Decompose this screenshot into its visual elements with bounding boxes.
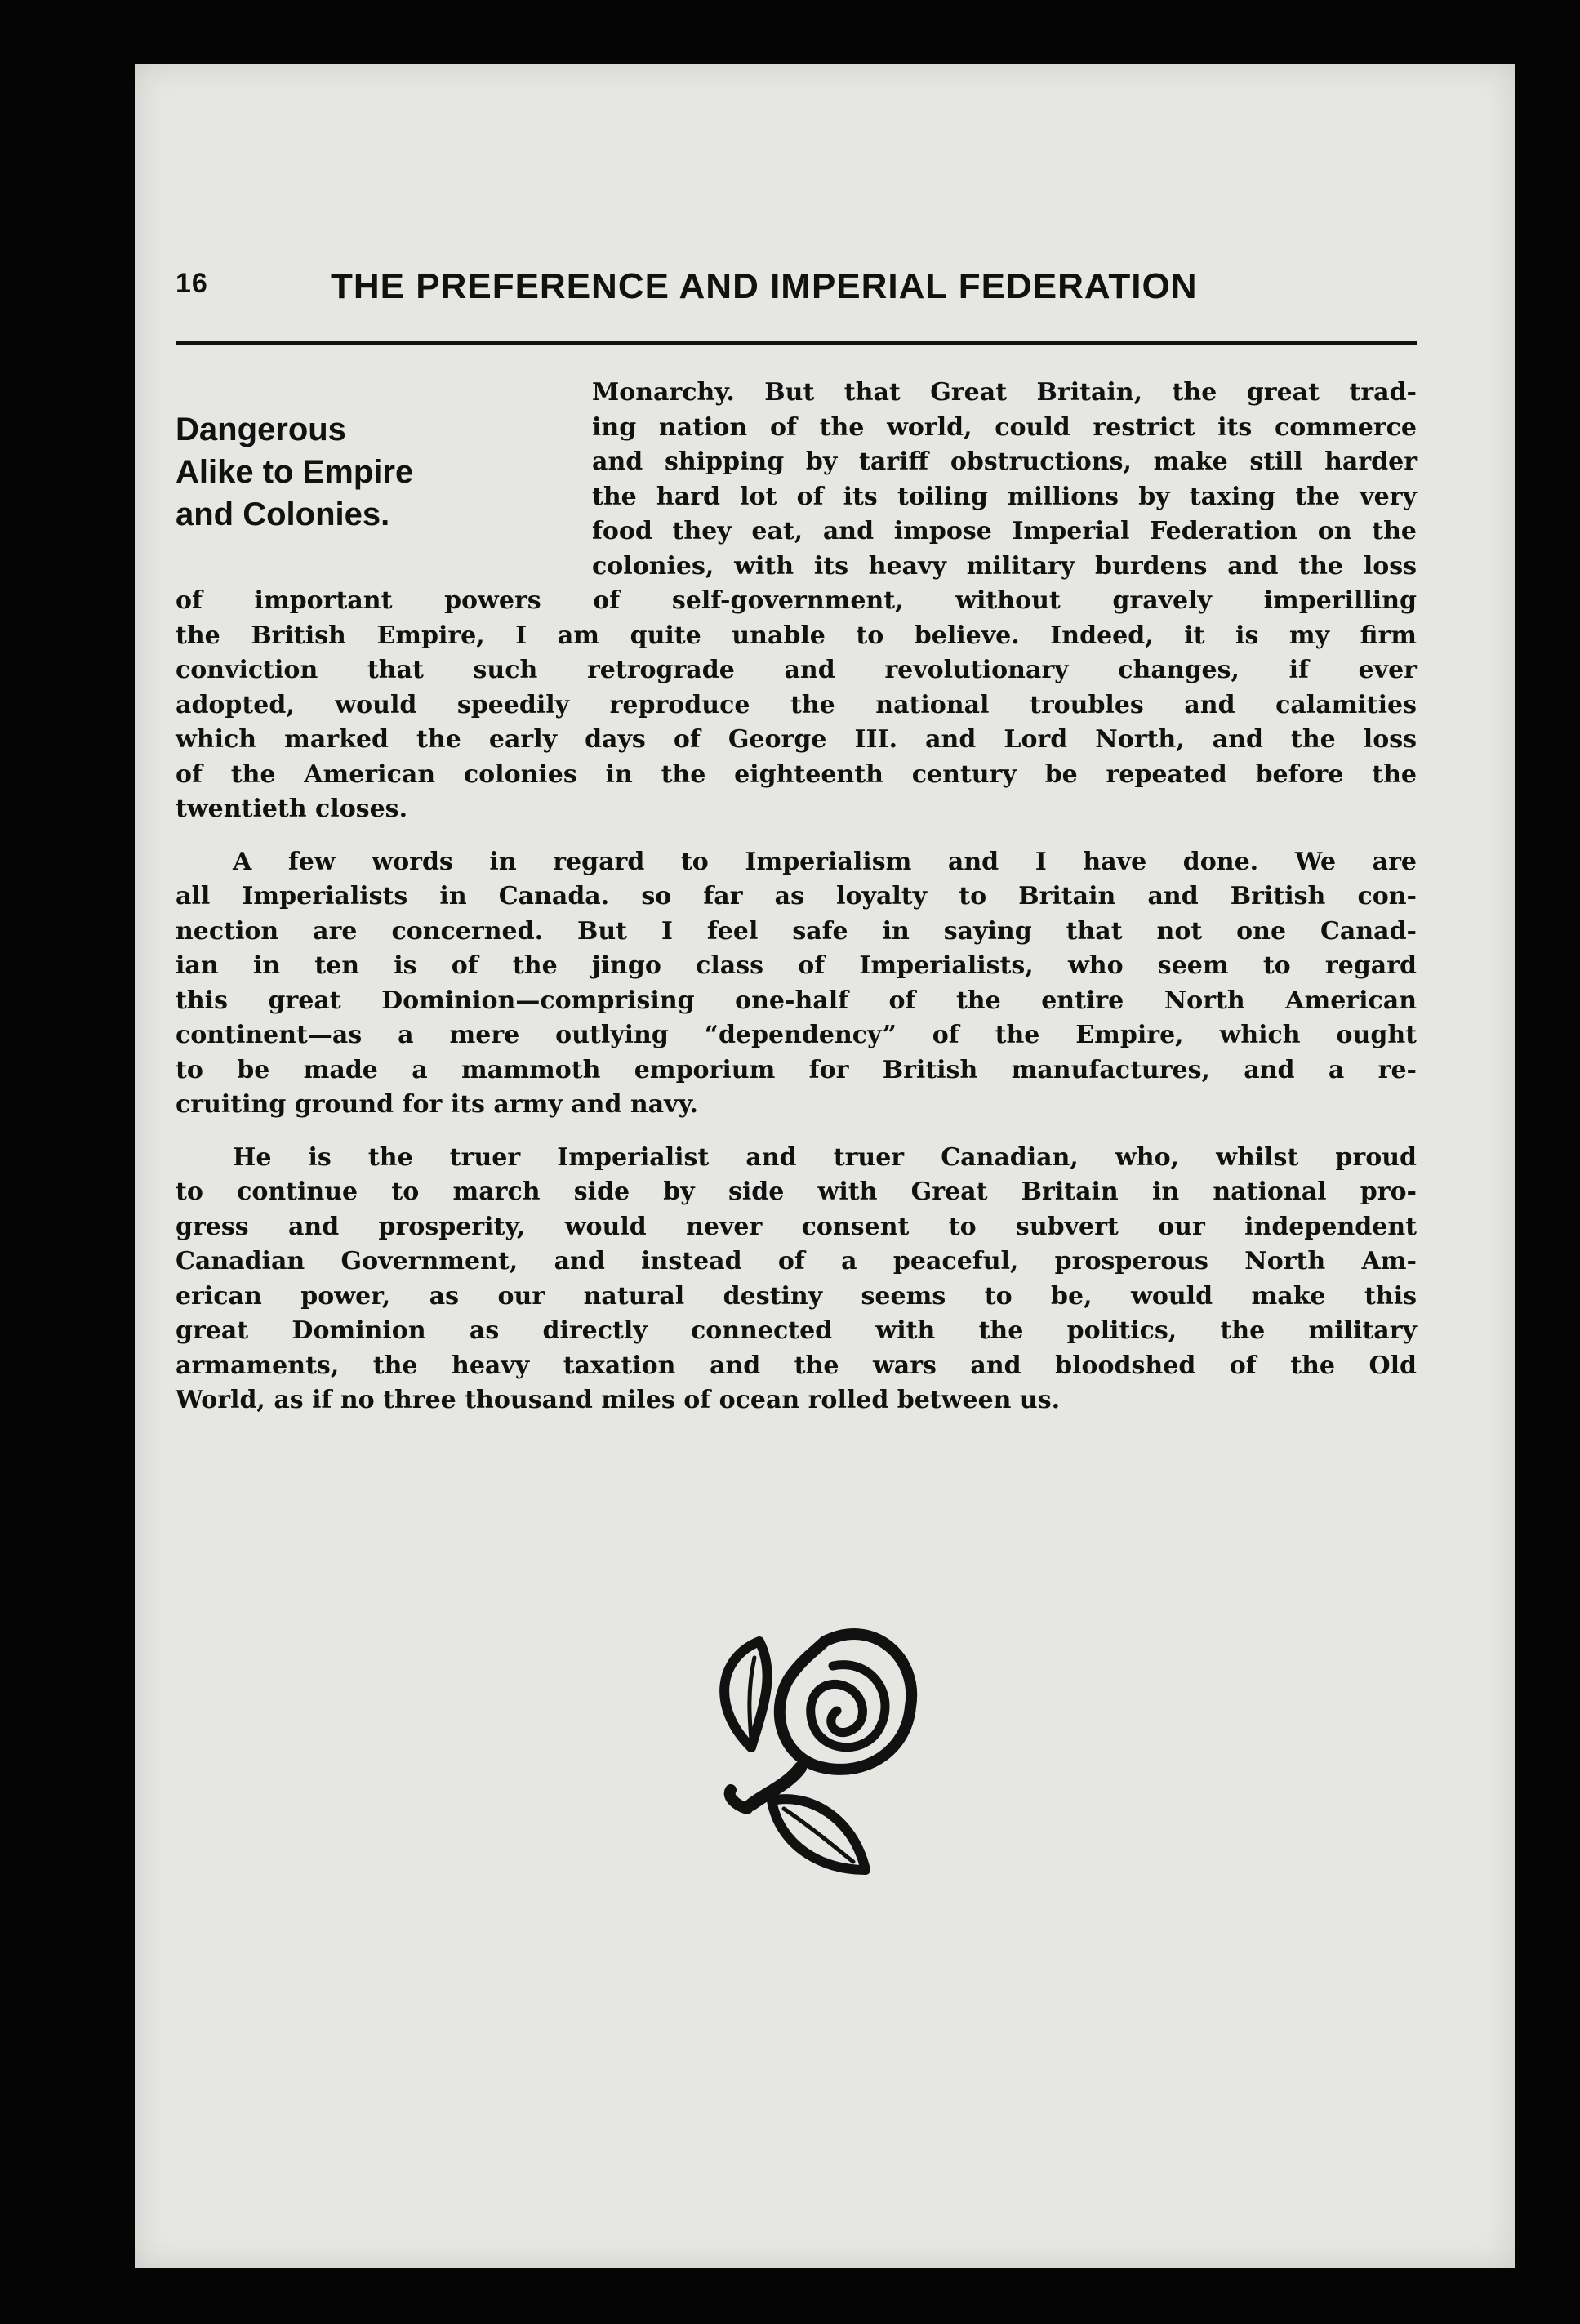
rose-ornament-icon bbox=[702, 1609, 931, 1878]
sidenote-line: Alike to Empire bbox=[176, 454, 414, 490]
text-line: food they eat, and impose Imperial Federation on the bbox=[592, 517, 1417, 545]
text-line: Canadian Government, and instead of a peaceful, prosperous North Am- bbox=[176, 1247, 1417, 1276]
text-line: gress and prosperity, would never consent to subvert our independent bbox=[176, 1212, 1417, 1241]
paragraph-3 bbox=[176, 1141, 1417, 1418]
text-line: A few words in regard to Imperialism and I have done. We are bbox=[233, 847, 1417, 876]
paragraph-gap bbox=[176, 827, 1417, 845]
text-line: continent—as a mere outlying “dependency” of the Empire, which ought bbox=[176, 1021, 1417, 1049]
paragraph-1 bbox=[176, 376, 1417, 827]
running-title: THE PREFERENCE AND IMPERIAL FEDERATION bbox=[331, 266, 1198, 306]
text-line: great Dominion as directly connected with the politics, the military bbox=[176, 1316, 1417, 1345]
sidenote-line: Dangerous bbox=[176, 412, 346, 447]
body-text bbox=[176, 376, 1417, 1418]
text-line: Monarchy. But that Great Britain, the great trad- bbox=[592, 378, 1417, 407]
page-header bbox=[176, 211, 1417, 306]
text-line: adopted, would speedily reproduce the national troubles and calamities bbox=[176, 690, 1417, 719]
upper-leaf bbox=[724, 1641, 768, 1747]
text-line: nection are concerned. But I feel safe in saying that not one Canad- bbox=[176, 916, 1417, 946]
text-line: colonies, with its heavy military burdens and the loss bbox=[592, 551, 1417, 581]
text-line: to continue to march side by side with Great Britain in national pro- bbox=[176, 1178, 1417, 1206]
text-line: of important powers of self-government, without gravely imperilling bbox=[176, 586, 1417, 615]
header-rule bbox=[176, 341, 1417, 345]
text-line: armaments, the heavy taxation and the wars and bloodshed of the Old bbox=[176, 1351, 1417, 1380]
paragraph-2 bbox=[176, 845, 1417, 1123]
text-line: this great Dominion—comprising one-half of the entire North American bbox=[176, 986, 1417, 1015]
text-line: to be made a mammoth emporium for British manufactures, and a re- bbox=[176, 1055, 1417, 1084]
text-line: ing nation of the world, could restrict its commerce bbox=[592, 412, 1417, 442]
sidenote-line: and Colonies. bbox=[176, 496, 390, 532]
text-line: all Imperialists in Canada. so far as loyalty to Britain and British con- bbox=[176, 882, 1417, 910]
text-line: He is the truer Imperialist and truer Canadian, who, whilst proud bbox=[233, 1142, 1417, 1172]
text-line: twentieth closes. bbox=[176, 795, 408, 823]
text-line: conviction that such retrograde and revolutionary changes, if ever bbox=[176, 656, 1417, 684]
text-line: which marked the early days of George III. and Lord North, and the loss bbox=[176, 725, 1417, 754]
text-line: of the American colonies in the eighteenth century be repeated before the bbox=[176, 759, 1417, 789]
text-line: ian in ten is of the jingo class of Imperialists, who seem to regard bbox=[176, 951, 1417, 980]
text-line: the hard lot of its toiling millions by taxing the very bbox=[592, 482, 1417, 511]
page-number: 16 bbox=[176, 268, 208, 299]
text-line: the British Empire, I am quite unable to believe. Indeed, it is my firm bbox=[176, 621, 1417, 650]
paragraph-gap bbox=[176, 1123, 1417, 1141]
text-line: World, as if no three thousand miles of ocean rolled between us. bbox=[176, 1386, 1061, 1414]
text-line: and shipping by tariff obstructions, make still harder bbox=[592, 447, 1417, 476]
text-line: erican power, as our natural destiny seems to be, would make this bbox=[176, 1281, 1417, 1311]
text-line: cruiting ground for its army and navy. bbox=[176, 1090, 699, 1119]
